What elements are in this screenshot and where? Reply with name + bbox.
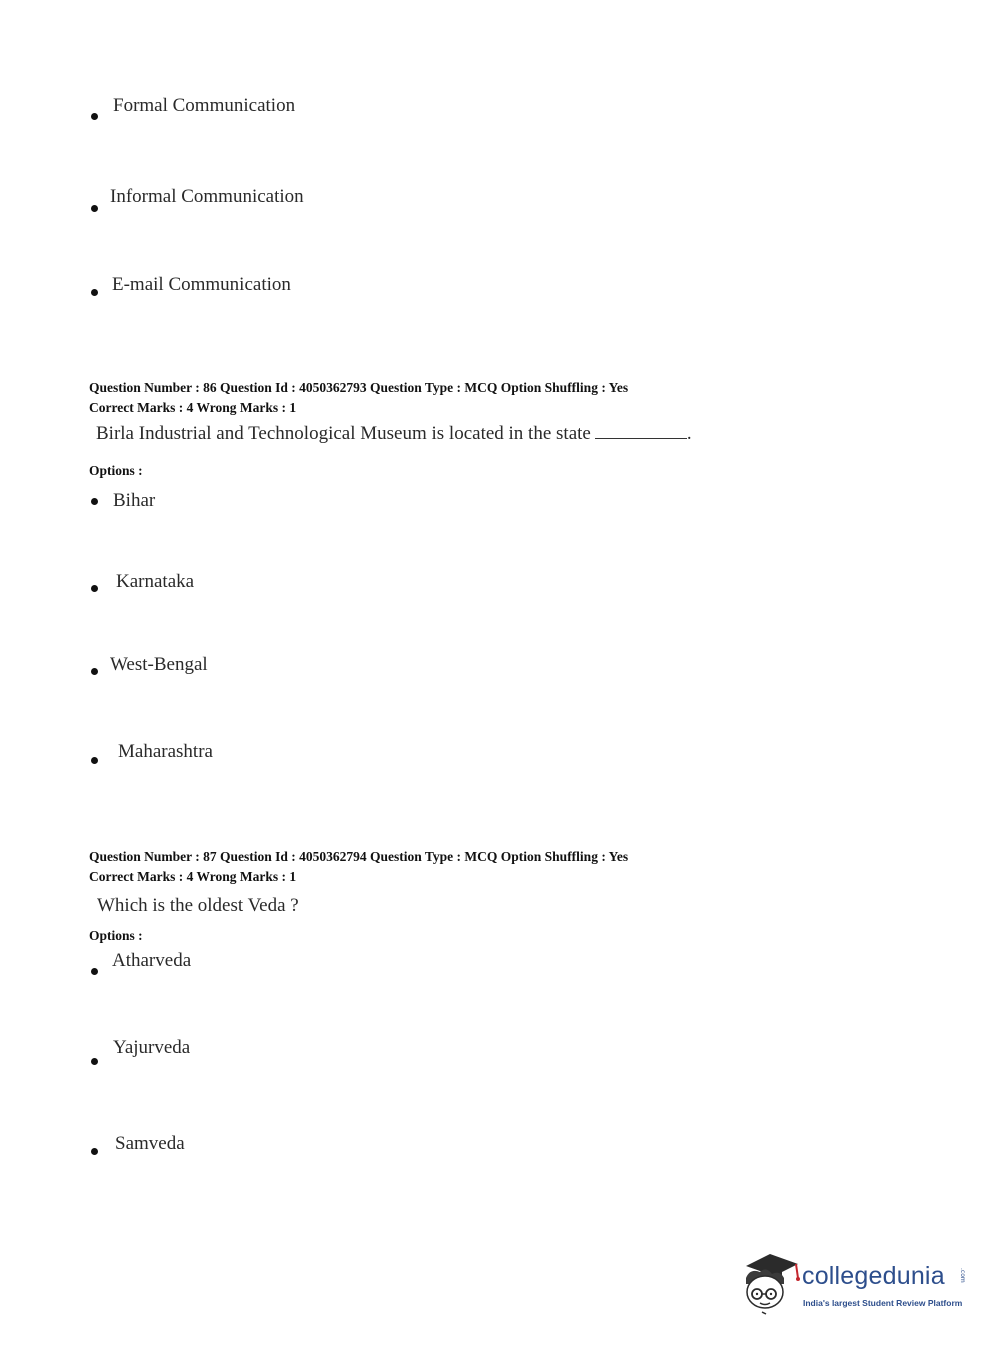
question-86-text: Birla Industrial and Technological Museum is located in the state . [96, 423, 692, 444]
logo-com: .com [959, 1268, 966, 1283]
question-87-text: Which is the oldest Veda ? [97, 895, 299, 916]
option-samveda: Samveda [115, 1133, 185, 1154]
bullet-icon [91, 1148, 98, 1155]
option-yajurveda: Yajurveda [113, 1037, 191, 1058]
question-86-marks: Correct Marks : 4 Wrong Marks : 1 [89, 400, 297, 415]
option-atharveda: Atharveda [112, 950, 192, 971]
bullet-icon [91, 1058, 98, 1065]
bullet-icon [91, 968, 98, 975]
question-87-marks: Correct Marks : 4 Wrong Marks : 1 [89, 869, 297, 884]
question-86-meta: Question Number : 86 Question Id : 4050362793 Question Type : MCQ Option Shuffling : Yes [89, 380, 629, 395]
option-karnataka: Karnataka [116, 571, 195, 592]
option-west-bengal: West-Bengal [110, 654, 208, 675]
bullet-icon [91, 289, 98, 296]
bullet-icon [91, 113, 98, 120]
collegedunia-logo[interactable] [740, 1248, 980, 1318]
option-informal-communication: Informal Communication [110, 186, 304, 207]
question-87-options-label: Options : [89, 928, 143, 943]
bullet-icon [91, 205, 98, 212]
answer-blank [595, 437, 687, 439]
bullet-icon [91, 668, 98, 675]
question-87-meta: Question Number : 87 Question Id : 4050362794 Question Type : MCQ Option Shuffling : Yes [89, 849, 629, 864]
question-86-stem: Birla Industrial and Technological Museum is located in the state [96, 423, 591, 444]
option-email-communication: E-mail Communication [112, 274, 291, 295]
bullet-icon [91, 757, 98, 764]
mascot-icon [740, 1248, 802, 1318]
option-bihar: Bihar [113, 490, 156, 511]
bullet-icon [91, 498, 98, 505]
option-maharashtra: Maharashtra [118, 741, 213, 762]
option-formal-communication: Formal Communication [113, 95, 296, 116]
bullet-icon [91, 585, 98, 592]
logo-wordmark: collegedunia [802, 1262, 945, 1290]
logo-tagline: India's largest Student Review Platform [803, 1298, 963, 1308]
question-86-options-label: Options : [89, 463, 143, 478]
